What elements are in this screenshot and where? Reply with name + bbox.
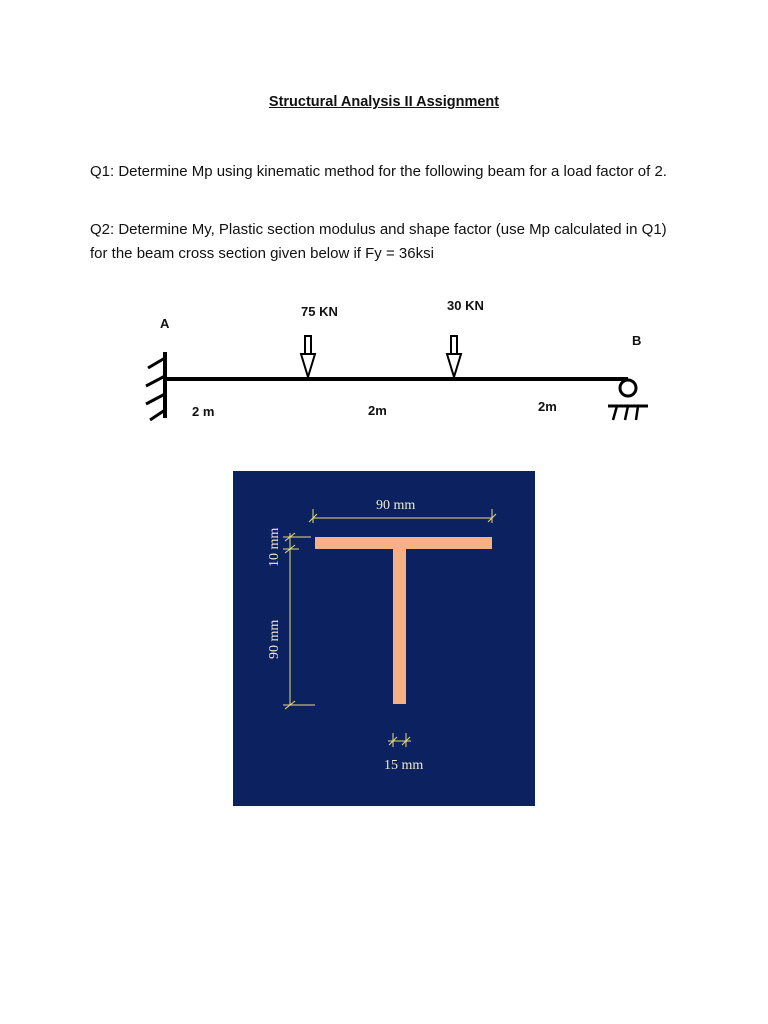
span-1-label: 2 m: [192, 404, 215, 419]
fixed-support-hatch: [150, 410, 165, 420]
cross-section-drawing: [233, 471, 535, 806]
support-a-label: A: [160, 316, 170, 331]
roller-support-hatch: [636, 406, 638, 420]
beam-diagram: [0, 280, 768, 440]
question-1-text: Q1: Determine Mp using kinematic method for the following beam for a load factor of 2.: [90, 163, 667, 180]
vertical-dimension: [283, 533, 315, 709]
load-1-label: 75 KN: [301, 304, 338, 319]
load-arrow-1: [301, 336, 315, 377]
roller-support-hatch: [613, 406, 617, 420]
document-title: Structural Analysis II Assignment: [268, 94, 500, 110]
web-shape: [393, 549, 406, 704]
support-b-label: B: [632, 333, 642, 348]
cross-section-panel: [233, 471, 535, 806]
fixed-support-hatch: [148, 358, 165, 368]
span-2-label: 2m: [368, 403, 387, 418]
load-arrow-2: [447, 336, 461, 377]
question-2-text: Q2: Determine My, Plastic section modulus and shape factor (use Mp calculated in Q1) for the beam cross section given below if Fy = 36ksi: [90, 221, 667, 262]
fixed-support-hatch: [146, 394, 165, 404]
web-thickness-label: 15 mm: [384, 758, 424, 773]
fixed-support-hatch: [146, 376, 165, 386]
web-thickness-dimension: [388, 733, 411, 747]
span-3-label: 2m: [538, 399, 557, 414]
flange-thickness-label: 10 mm: [267, 527, 282, 567]
web-height-label: 90 mm: [267, 619, 282, 659]
roller-support-b: [620, 380, 636, 396]
flange-shape: [315, 537, 492, 549]
flange-width-label: 90 mm: [376, 498, 416, 513]
roller-support-hatch: [625, 406, 628, 420]
load-2-label: 30 KN: [447, 298, 484, 313]
